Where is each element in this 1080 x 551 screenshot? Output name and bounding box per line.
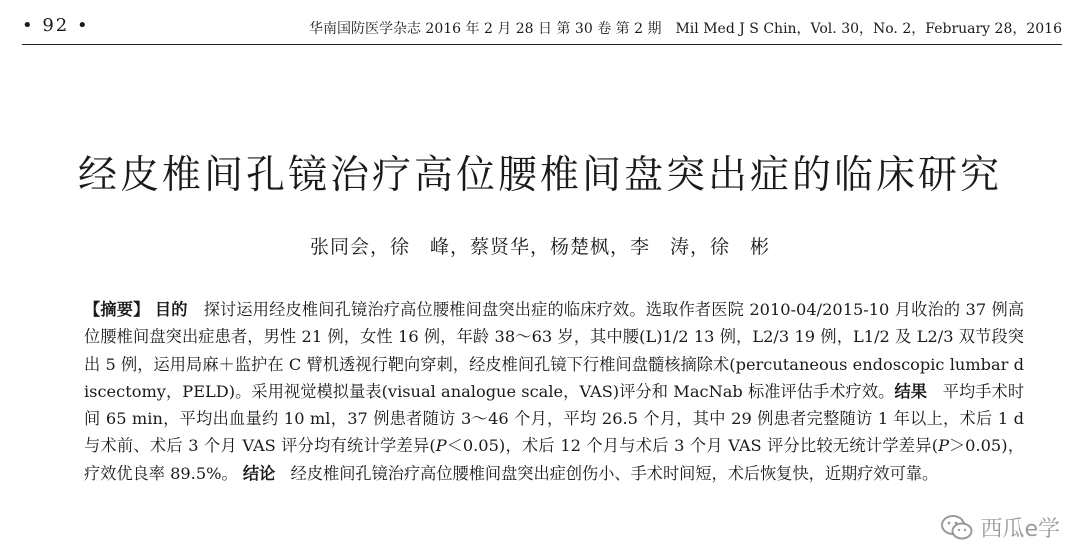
header-divider <box>22 44 1062 45</box>
watermark <box>940 512 1060 543</box>
abstract-body <box>52 296 1024 487</box>
results-text-part2: ＜0.05)，术后 12 个月与术后 3 个月 VAS 评分比较无统计学差异( <box>446 436 939 456</box>
results-text-part3: ＞0.05)，疗效优良率 89.5%。 <box>84 436 1025 483</box>
running-header <box>22 12 1062 40</box>
conclusion-text: 经皮椎间孔镜治疗高位腰椎间盘突出症创伤小、手术时间短，术后恢复快，近期疗效可靠。 <box>290 463 939 483</box>
objective-text: 探讨运用经皮椎间孔镜治疗高位腰椎间盘突出症的临床疗效。选取作者医院 2010-04/2015-10 月收治的 37 例高位腰椎间盘突出症患者，男性 21 例，女性 16 例，年龄 38～63 岁，其中腰(L)1/2 13 例，L2/3 19 例，L1/2 及 L2/3 双节段突出 5 例，运用局麻＋监护在 C 臂机透视行靶向穿刺，经皮椎间孔镜下行椎间盘髓核摘除术(percutaneous endoscopic lumbar discectomy，PELD)。采用视觉模拟量表(visual analogue scale，VAS)评分和 MacNab 标准评估手术疗效。 <box>84 300 1025 401</box>
abstract-label: 【摘要】 <box>84 300 150 319</box>
journal-citation: 华南国防医学杂志 2016 年 2 月 28 日 第 30 卷 第 2 期 Mil Med J S Chin，Vol. 30，No. 2，February 28，2016 <box>308 21 1062 37</box>
article-title: 经皮椎间孔镜治疗高位腰椎间盘突出症的临床研究 <box>77 153 1002 199</box>
wechat-icon <box>940 514 974 542</box>
abstract <box>52 296 1024 487</box>
page-number: • 92 • <box>22 15 90 36</box>
results-label: 结果 <box>894 381 928 401</box>
conclusion-label: 结论 <box>242 463 276 483</box>
results-text-part1: 平均手术时间 65 min，平均出血量约 10 ml，37 例患者随访 3～46 个月，平均 26.5 个月，其中 29 例患者完整随访 1 年以上，术后 1 d 与术前、术后 3 个月 VAS 评分均有统计学差异( <box>84 381 1025 456</box>
objective-label: 目的 <box>154 300 188 319</box>
p-value-symbol: P <box>938 436 949 456</box>
watermark-text: 西瓜e学 <box>980 517 1060 542</box>
author-list: 张同会，徐 峰，蔡贤华，杨楚枫，李 涛，徐 彬 <box>309 236 770 258</box>
p-value-symbol: P <box>435 436 447 456</box>
